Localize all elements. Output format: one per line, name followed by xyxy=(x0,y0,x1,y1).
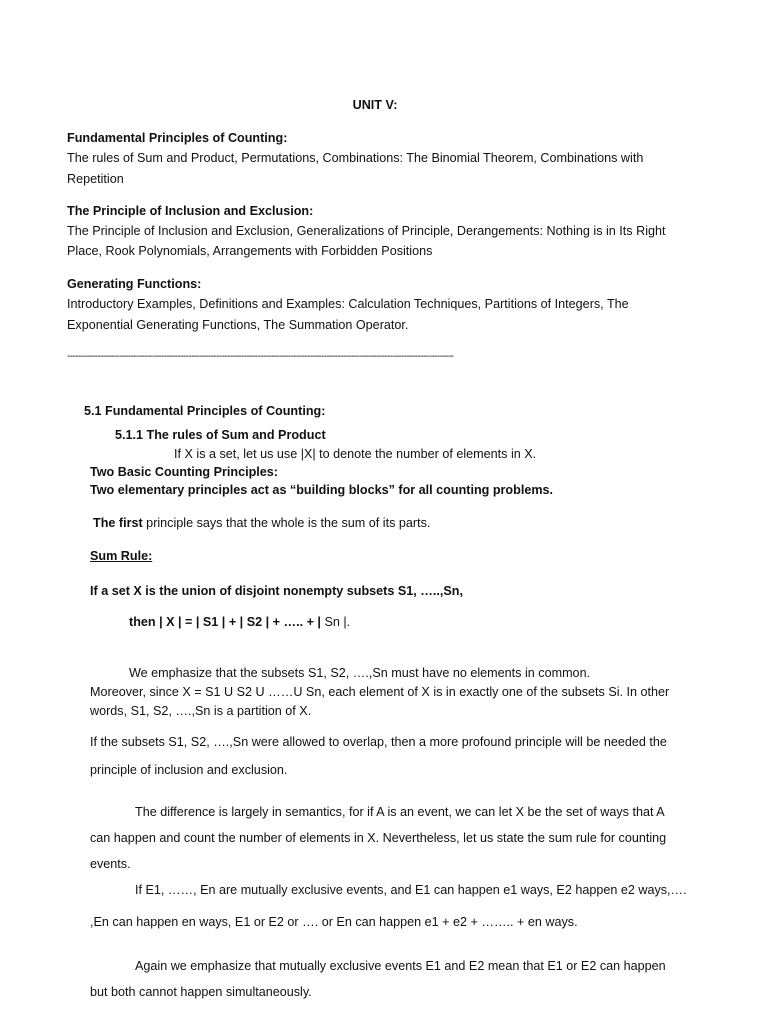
syllabus-text: Exponential Generating Functions, The Summation Operator. xyxy=(67,318,409,332)
paragraph-text: events. xyxy=(90,857,131,871)
paragraph-text: can happen and count the number of elements in X. Nevertheless, let us state the sum rule for counting xyxy=(90,831,667,845)
paragraph-text: The difference is largely in semantics, for if A is an event, we can let X be the set of ways that A xyxy=(135,805,665,819)
basic-principles-title: Two Basic Counting Principles: xyxy=(90,465,278,479)
rule-formula xyxy=(129,614,350,630)
separator-line: -------------------------------------------------------------------------------------------------------------------------------------------- xyxy=(67,351,454,362)
syllabus-heading-counting: Fundamental Principles of Counting: xyxy=(67,131,288,145)
basic-principles-desc: Two elementary principles act as “building blocks” for all counting problems. xyxy=(90,483,554,497)
first-rest: principle says that the whole is the sum of its parts. xyxy=(142,516,431,530)
sum-rule-heading: Sum Rule: xyxy=(90,549,153,563)
paragraph-text: If the subsets S1, S2, ….,Sn were allowed to overlap, then a more profound principle will be needed the xyxy=(90,735,667,749)
subsection-heading: 5.1.1 The rules of Sum and Product xyxy=(115,428,326,442)
paragraph-text: Moreover, since X = S1 U S2 U ……U Sn, each element of X is in exactly one of the subsets Si. In other xyxy=(90,685,670,699)
syllabus-heading-inclusion: The Principle of Inclusion and Exclusion: xyxy=(67,204,314,218)
section-heading: 5.1 Fundamental Principles of Counting: xyxy=(84,404,326,418)
intro-text: If X is a set, let us use |X| to denote the number of elements in X. xyxy=(174,447,537,461)
unit-title: UNIT V: xyxy=(352,98,398,112)
syllabus-heading-generating: Generating Functions: xyxy=(67,277,202,291)
syllabus-text: Introductory Examples, Definitions and Examples: Calculation Techniques, Partitions of Integers, The xyxy=(67,297,629,311)
paragraph-text: Again we emphasize that mutually exclusive events E1 and E2 mean that E1 or E2 can happen xyxy=(135,959,666,973)
syllabus-text: Place, Rook Polynomials, Arrangements with Forbidden Positions xyxy=(67,244,433,258)
paragraph-text: We emphasize that the subsets S1, S2, ….,Sn must have no elements in common. xyxy=(129,666,591,680)
paragraph-text: words, S1, S2, ….,Sn is a partition of X. xyxy=(90,704,312,718)
syllabus-text: Repetition xyxy=(67,172,124,186)
paragraph-text: but both cannot happen simultaneously. xyxy=(90,985,312,999)
paragraph-text: ,En can happen en ways, E1 or E2 or …. or En can happen e1 + e2 + …….. + en ways. xyxy=(90,915,578,929)
paragraph-text: principle of inclusion and exclusion. xyxy=(90,763,288,777)
paragraph-text: If E1, ……, En are mutually exclusive events, and E1 can happen e1 ways, E2 happen e2 ways,…. xyxy=(135,883,687,897)
first-label: The first xyxy=(93,516,143,530)
rule-statement: If a set X is the union of disjoint nonempty subsets S1, …..,Sn, xyxy=(90,584,463,598)
syllabus-text: The rules of Sum and Product, Permutations, Combinations: The Binomial Theorem, Combinations with xyxy=(67,151,644,165)
rule-formula-bold: then | X | = | S1 | + | S2 | + ….. + | xyxy=(129,615,321,629)
rule-formula-rest: Sn |. xyxy=(320,615,351,629)
first-principle-text xyxy=(93,515,430,531)
syllabus-text: The Principle of Inclusion and Exclusion, Generalizations of Principle, Derangements: Nothing is in Its Right xyxy=(67,224,666,238)
